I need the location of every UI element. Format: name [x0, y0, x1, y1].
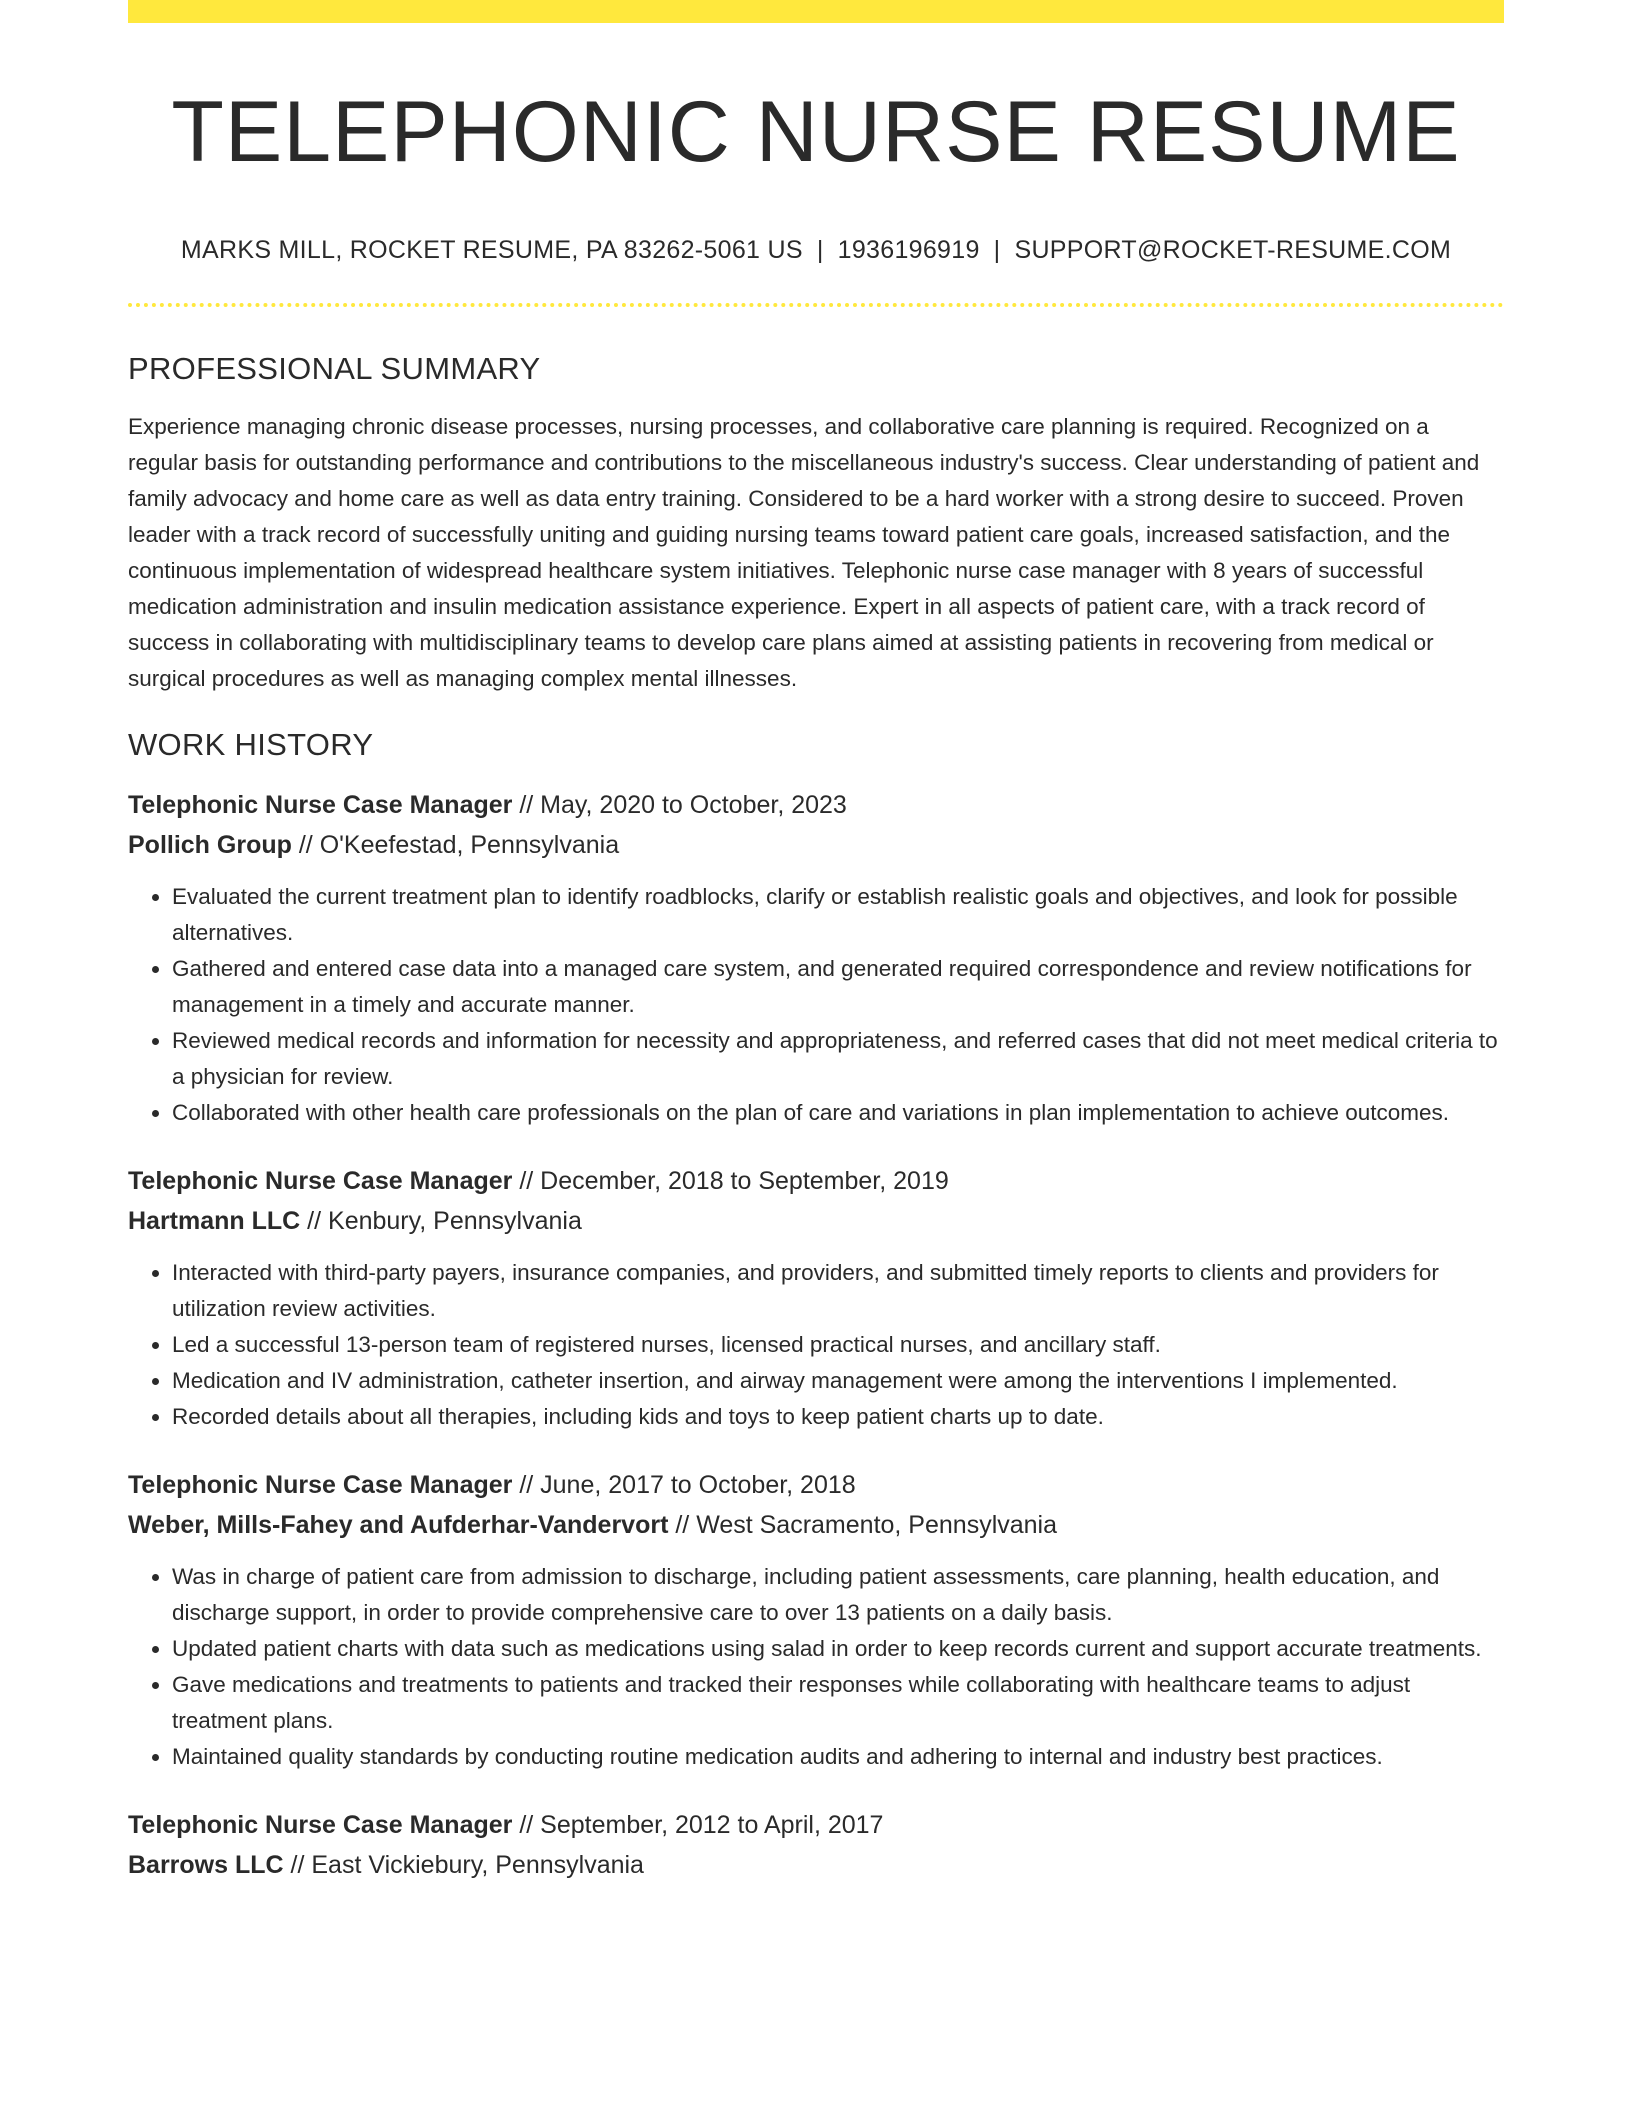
contact-address: MARKS MILL, ROCKET RESUME, PA 83262-5061 US: [180, 235, 803, 264]
job-bullets: [128, 1559, 1504, 1775]
job-bullet: • Reviewed medical records and information for necessity and appropriateness, and referred cases that did not meet medical criteria to a physician for review.: [172, 1023, 1504, 1095]
summary-text: Experience managing chronic disease processes, nursing processes, and collaborative care planning is required. Recognized on a regular basis for outstanding performance and contributions to the miscellaneous industry's success. Clear understanding of patient and family advocacy and home care as well as data entry training. Considered to be a hard worker with a strong desire to succeed. Proven leader with a track record of successfully uniting and guiding nursing teams toward patient care goals, increased satisfaction, and the continuous implementation of widespread healthcare system initiatives. Telephonic nurse case manager with 8 years of successful medication administration and insulin medication assistance experience. Expert in all aspects of patient care, with a track record of success in collaborating with multidisciplinary teams to develop care plans aimed at assisting patients in recovering from medical or surgical procedures as well as managing complex mental illnesses.: [128, 413, 1480, 691]
contact-separator: |: [816, 235, 824, 264]
job-bullet: • Collaborated with other health care professionals on the plan of care and variations in plan implementation to achieve outcomes.: [172, 1095, 1504, 1131]
contact-line: [128, 236, 1504, 265]
job-dates: // May, 2020 to October, 2023: [512, 790, 847, 819]
job-entry: [128, 1805, 1504, 1885]
job-company-line: [128, 1505, 1504, 1545]
top-accent-bar: [128, 0, 1504, 23]
job-entry: [128, 1465, 1504, 1775]
job-role: Telephonic Nurse Case Manager: [128, 1810, 513, 1839]
job-location: // O'Keefestad, Pennsylvania: [291, 830, 620, 859]
work-history-list: [128, 785, 1504, 1885]
job-company: Hartmann LLC: [128, 1206, 301, 1235]
job-role: Telephonic Nurse Case Manager: [128, 1470, 513, 1499]
job-company-line: [128, 1845, 1504, 1885]
job-bullet: • Led a successful 13-person team of registered nurses, licensed practical nurses, and ancillary staff.: [172, 1327, 1504, 1363]
job-company: Weber, Mills-Fahey and Aufderhar-Vandervort: [128, 1510, 669, 1539]
job-bullet: • Was in charge of patient care from admission to discharge, including patient assessments, care planning, health education, and discharge support, in order to provide comprehensive care to over 13 patients on a daily basis.: [172, 1559, 1504, 1631]
job-bullet: • Interacted with third-party payers, insurance companies, and providers, and submitted timely reports to clients and providers for utilization review activities.: [172, 1255, 1504, 1327]
job-dates: // June, 2017 to October, 2018: [512, 1470, 856, 1499]
job-title-line: [128, 785, 1504, 825]
job-bullet: • Updated patient charts with data such as medications using salad in order to keep records current and support accurate treatments.: [172, 1631, 1504, 1667]
job-entry: [128, 1161, 1504, 1435]
job-bullet: • Recorded details about all therapies, including kids and toys to keep patient charts up to date.: [172, 1399, 1504, 1435]
job-location: // East Vickiebury, Pennsylvania: [283, 1850, 644, 1879]
job-location: // West Sacramento, Pennsylvania: [668, 1510, 1058, 1539]
job-role: Telephonic Nurse Case Manager: [128, 1166, 513, 1195]
contact-email: SUPPORT@ROCKET-RESUME.COM: [1014, 235, 1452, 264]
job-company-line: [128, 1201, 1504, 1241]
contact-separator: |: [993, 235, 1001, 264]
job-bullet: • Medication and IV administration, catheter insertion, and airway management were among the interventions I implemented.: [172, 1363, 1504, 1399]
summary-heading: PROFESSIONAL SUMMARY: [128, 350, 541, 386]
job-entry: [128, 785, 1504, 1131]
job-title-line: [128, 1805, 1504, 1845]
dotted-divider: [128, 303, 1504, 307]
job-bullets: [128, 879, 1504, 1131]
job-bullet: • Gave medications and treatments to patients and tracked their responses while collaborating with healthcare teams to adjust treatment plans.: [172, 1667, 1504, 1739]
job-bullets: [128, 1255, 1504, 1435]
job-bullet: • Gathered and entered case data into a managed care system, and generated required correspondence and review notifications for management in a timely and accurate manner.: [172, 951, 1504, 1023]
resume-title: TELEPHONIC NURSE RESUME: [171, 84, 1461, 180]
job-company: Pollich Group: [128, 830, 292, 859]
job-company: Barrows LLC: [128, 1850, 284, 1879]
contact-phone: 1936196919: [837, 235, 980, 264]
job-bullet: • Maintained quality standards by conducting routine medication audits and adhering to internal and industry best practices.: [172, 1739, 1504, 1775]
job-dates: // December, 2018 to September, 2019: [512, 1166, 949, 1195]
job-title-line: [128, 1161, 1504, 1201]
job-company-line: [128, 825, 1504, 865]
job-bullet: • Evaluated the current treatment plan to identify roadblocks, clarify or establish realistic goals and objectives, and look for possible alternatives.: [172, 879, 1504, 951]
job-dates: // September, 2012 to April, 2017: [512, 1810, 884, 1839]
resume-page: [128, 0, 1504, 1915]
job-role: Telephonic Nurse Case Manager: [128, 790, 513, 819]
job-title-line: [128, 1465, 1504, 1505]
job-location: // Kenbury, Pennsylvania: [300, 1206, 582, 1235]
work-history-heading: WORK HISTORY: [128, 726, 374, 762]
